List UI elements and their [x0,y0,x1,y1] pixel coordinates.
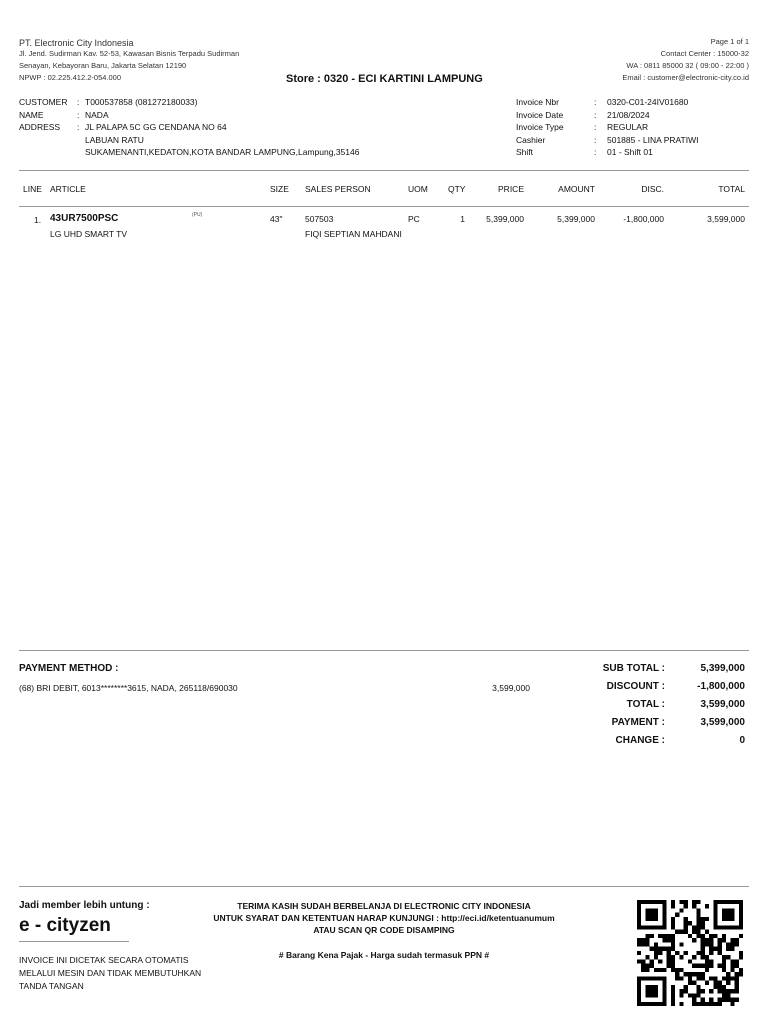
shift: 01 - Shift 01 [607,147,653,157]
customer-address-3: SUKAMENANTI,KEDATON,KOTA BANDAR LAMPUNG,Lampung,35146 [85,147,360,157]
divider-header [19,206,749,207]
name-label: NAME [19,109,44,120]
thanks-line-1: TERIMA KASIH SUDAH BERBELANJA DI ELECTRONIC CITY INDONESIA [237,901,531,911]
subtotal-value: 5,399,000 [700,663,745,674]
auto-print-note-1: INVOICE INI DICETAK SECARA OTOMATIS [19,955,189,965]
subtotal-label: SUB TOTAL : [602,663,665,674]
col-uom: UOM [408,184,428,194]
payment-value: 3,599,000 [700,717,745,728]
totals-block [560,662,745,747]
customer-id: T000537858 (081272180033) [85,97,198,107]
row-amount: 5,399,000 [557,214,595,224]
customer-block: CUSTOMER : T000537858 (081272180033) NAME : NADA ADDRESS : JL PALAPA 5C GG CENDANA NO 64 LABUAN RATU SUKAMENANTI,KEDATON,KOTA BANDAR LAMPUNG,Lampung,35146 [19,97,360,157]
payment-method-title: PAYMENT METHOD : [19,663,119,674]
contact-wa: WA : 0811 85000 32 ( 09:00 - 22:00 ) [626,61,749,70]
discount-label: DISCOUNT : [606,681,665,692]
payment-method-amount: 3,599,000 [492,683,530,693]
col-disc: DISC. [641,184,664,194]
col-sales-person: SALES PERSON [305,184,371,194]
col-amount: AMOUNT [558,184,595,194]
row-article-tag: (PU) [192,212,203,218]
invoice-nbr-label: Invoice Nbr [516,97,559,107]
invoice-nbr: 0320-C01-24IV01680 [607,97,689,107]
change-label: CHANGE : [615,735,665,746]
company-address-2: Senayan, Kebayoran Baru, Jakarta Selatan 12190 [19,61,187,70]
thanks-line-3: ATAU SCAN QR CODE DISAMPING [313,925,455,935]
invoice-date: 21/08/2024 [607,109,650,120]
invoice-type-label: Invoice Type [516,122,564,132]
qr-code-icon [635,900,745,1006]
customer-label: CUSTOMER [19,97,68,107]
divider-top [19,170,749,171]
divider-payment [19,650,749,651]
row-uom: PC [408,214,420,224]
invoice-info: Invoice Nbr : 0320-C01-24IV01680 Invoice Date : 21/08/2024 Invoice Type : REGULAR Cashier : 501885 - LINA PRATIWI Shift : 01 - Shift 01 [516,97,699,157]
customer-address-1: JL PALAPA 5C GG CENDANA NO 64 [85,122,227,132]
col-price: PRICE [498,184,524,194]
row-size: 43" [270,214,283,224]
auto-print-note-3: TANDA TANGAN [19,981,84,991]
row-sales-id: 507503 [305,214,334,224]
tax-note: # Barang Kena Pajak - Harga sudah termasuk PPN # [278,950,490,960]
col-size: SIZE [270,184,289,194]
payment-method-detail: (68) BRI DEBIT, 6013********3615, NADA, 265118/690030 [19,683,238,693]
shift-label: Shift [516,147,534,157]
store-title: Store : 0320 - ECI KARTINI LAMPUNG [286,73,483,85]
cashier-label: Cashier [516,134,546,145]
col-article: ARTICLE [50,184,86,194]
company-name: PT. Electronic City Indonesia [19,38,134,48]
row-qty: 1 [460,214,465,224]
col-line: LINE [23,184,42,194]
customer-address-2: LABUAN RATU [85,134,144,145]
page-number: Page 1 of 1 [710,37,749,46]
ecityzen-brand: e - cityzen [19,915,111,936]
payment-label: PAYMENT : [611,717,665,728]
contact-center: Contact Center : 15000-32 [660,49,749,58]
row-article-desc: LG UHD SMART TV [50,229,127,239]
col-qty: QTY [448,184,466,194]
discount-value: -1,800,000 [697,681,745,692]
row-sales-name: FIQI SEPTIAN MAHDANI [305,229,402,239]
row-line: 1. [34,215,42,225]
thanks-line-2: UNTUK SYARAT DAN KETENTUAN HARAP KUNJUNGI : http://eci.id/ketentuanumum [213,913,555,923]
cashier: 501885 - LINA PRATIWI [607,134,699,145]
member-promo: Jadi member lebih untung : [19,900,150,911]
company-address-1: Jl. Jend. Sudirman Kav. 52-53, Kawasan Bisnis Terpadu Sudirman [19,49,240,58]
auto-print-note-2: MELALUI MESIN DAN TIDAK MEMBUTUHKAN [19,968,202,978]
address-label: ADDRESS [19,122,61,132]
change-value: 0 [739,735,745,746]
company-npwp: NPWP : 02.225.412.2-054.000 [19,73,122,82]
total-value: 3,599,000 [700,699,745,710]
col-total: TOTAL [718,184,745,194]
row-disc: -1,800,000 [623,214,664,224]
brand-underline [19,941,129,942]
total-label: TOTAL : [626,699,665,710]
divider-footer [19,886,749,887]
row-price: 5,399,000 [486,214,524,224]
row-total: 3,599,000 [707,214,745,224]
row-article-code: 43UR7500PSC [50,213,119,224]
invoice-type: REGULAR [607,122,649,132]
customer-name: NADA [85,109,109,120]
invoice-date-label: Invoice Date [516,109,564,120]
contact-email: Email : customer@electronic-city.co.id [622,73,749,82]
